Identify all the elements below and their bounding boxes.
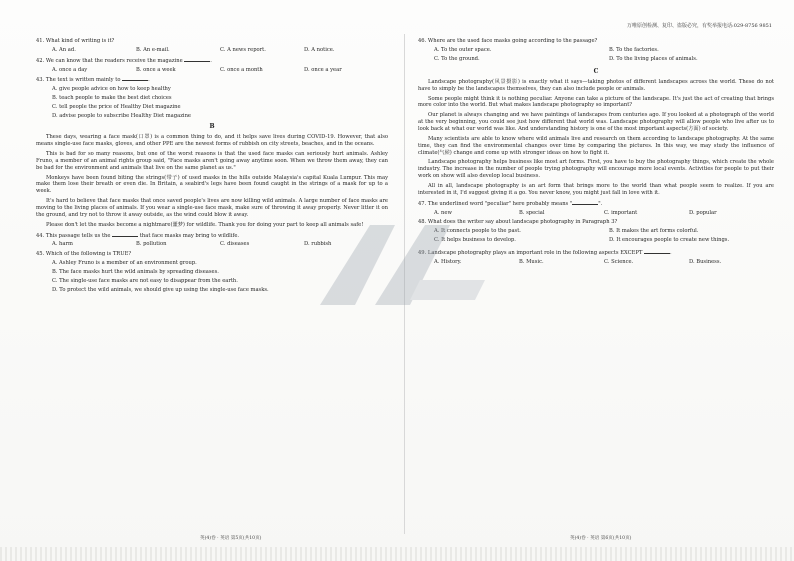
answer-blank (112, 232, 138, 237)
option: C. A news report. (220, 46, 266, 53)
question-43: 43. The text is written mainly to . (36, 77, 150, 84)
answer-blank (572, 200, 598, 205)
option: B. teach people to make the best diet choices (52, 95, 172, 102)
option: C. once a month (220, 66, 263, 73)
option: D. Business. (689, 259, 722, 266)
header-note: 万唯原创检测、复印、盗版必究，有奖举报电话:029-8756 9851 (627, 23, 772, 29)
passage-b-paragraph: Monkeys have been found biting the strings(带子) of used masks in the hills outside Malaysia's capital Kuala Lumpur. This may make them lose their breath or even die. In Britain, a seabird's legs have been found caught in the strings of a mask for up to a week. (36, 174, 388, 195)
question-47: 47. The underlined word "peculiar" here probably means " ". (418, 200, 603, 207)
option: B. It makes the art forms colorful. (609, 228, 699, 235)
footer-left: 英(4)卷 · 英语 第5页(共10页) (200, 536, 262, 541)
watermark-logo-icon (300, 210, 500, 320)
answer-blank (184, 57, 210, 62)
option: B. Music. (519, 259, 544, 266)
passage-b-paragraph: It's hard to believe that face masks that once saved people's lives are now killing wild animals. A large number of face masks are moving to the living places of animals. If you wear a single-use face mask, make sure of throwing it away properly. Never litter it on the ground, and try not to throw it away outside, as the wind could blow it away. (36, 198, 388, 218)
answer-blank (644, 249, 670, 254)
option: A. It connects people to the past. (434, 228, 521, 235)
section-c-heading: C (593, 67, 599, 75)
option: A. To the outer space. (434, 46, 492, 53)
question-45: 45. Which of the following is TRUE? (36, 251, 132, 258)
option: A. harm (52, 241, 73, 248)
option: D. popular (689, 209, 717, 216)
option: D. To the living places of animals. (609, 55, 698, 62)
option: C. tell people the price of Healthy Diet magazine (52, 104, 181, 111)
option: D. once a year (304, 66, 342, 73)
passage-c-paragraph: Many scientists are able to know where wild animals live and research on them according to landscape photography. At the same time, they can find the environmental changes over time by comparing the pictures. In this way, we may study the influence of climate(气候) change and come up with stronger ideas on how to fight it. (418, 135, 774, 156)
question-42-options (52, 67, 388, 74)
section-b-heading: B (209, 123, 215, 131)
option: B. once a week (136, 66, 176, 73)
option: A. new (434, 209, 452, 216)
option: A. An ad. (52, 46, 76, 53)
option: C. diseases (220, 241, 250, 248)
question-41-options (52, 47, 388, 54)
question-49: 49. Landscape photography plays an important role in the following aspects EXCEPT . (418, 250, 672, 257)
option: A. give people advice on how to keep healthy (52, 86, 171, 93)
passage-c-paragraph: Our planet is always changing and we have paintings of landscapes from centuries ago. If you looked at a photograph of the world at the very beginning, you could see just how different that world was. Landscape photography will allow people who live after us to look back at what our world was like. And understanding history is one of the most important aspects(方面) of society. (418, 112, 774, 133)
option: B. The face masks hurt the wild animals by spreading diseases. (52, 269, 219, 276)
passage-c-paragraph: Landscape photography(风景摄影) is exactly what it says—taking photos of different landscapes across the world. These do not have to simply be the landscapes themselves, they can also include people or animals. (418, 78, 774, 92)
passage-c-paragraph: All in all, landscape photography is an art form that brings more to the world than what people seem to realize. If you are interested in it, I'd suggest giving it a go. You never know, you might just fall in love with it. (418, 183, 774, 196)
option: D. To protect the wild animals, we should give up using the single-use face masks. (52, 287, 269, 294)
option: A. Ashley Fruno is a member of an environment group. (52, 260, 197, 267)
option: C. Science. (604, 259, 634, 266)
answer-blank (122, 76, 148, 81)
footer-right: 英(4)卷 · 英语 第6页(共10页) (570, 536, 632, 541)
scan-noise-strip (0, 547, 794, 561)
passage-c-paragraph: Landscape photography helps business like most art forms. First, you have to buy the photography things, which create the whole industry. The increase in the number of people trying photography will encourage more local events. Activities for people to put their work on show will also develop local business. (418, 159, 774, 180)
question-43-options (52, 86, 388, 120)
option: C. important (604, 209, 638, 216)
option: C. The single-use face masks are not easy to disappear from the earth. (52, 278, 238, 285)
option: B. special (519, 209, 545, 216)
question-42: 42. We can know that the readers receive the magazine . (36, 57, 212, 64)
option: D. advise people to subscribe Healthy Diet magazine (52, 113, 191, 120)
passage-c-paragraph: Some people might think it is nothing peculiar. Anyone can take a picture of the landscape. It's just the act of creating that brings more color into the world. But what makes landscape photography so important? (418, 95, 774, 109)
question-48: 48. What does the writer say about landscape photography in Paragraph 3? (418, 219, 618, 226)
question-44: 44. This passage tells us the that face masks may bring to wildlife. (36, 232, 240, 239)
option: D. rubbish (304, 241, 332, 248)
option: D. It encourages people to create new things. (609, 237, 730, 244)
passage-b-paragraph: This is bad for so many reasons, but one of the worst reasons is that the used face masks can seriously hurt animals. Ashley Fruno, a member of an animal rights group said, "Face masks aren't going away anytime soon. When we throw them away, they can be bad for the environment and animals that live on the same planet as us." (36, 150, 388, 171)
option: B. pollution (136, 241, 167, 248)
question-46-options (434, 47, 774, 65)
option: A. once a day (52, 66, 88, 73)
option: D. A notice. (304, 46, 335, 53)
option: A. History. (434, 259, 462, 266)
option: B. An e-mail. (136, 46, 170, 53)
passage-b-paragraph: These days, wearing a face mask(口罩) is a common thing to do, and it helps save lives during COVID-19. However, that also means single-use face masks, gloves, and other PPE are the newest forms of rubbish on city streets, beaches, and in the oceans. (36, 134, 388, 148)
option: C. It helps business to develop. (434, 237, 516, 244)
option: C. To the ground. (434, 55, 480, 62)
question-41: 41. What kind of writing is it? (36, 38, 115, 44)
question-46: 46. Where are the used face masks going according to the passage? (418, 38, 598, 44)
passage-b-paragraph: Please don't let the masks become a nightmare(噩梦) for wildlife. Thank you for doing your part to keep all animals safe! (46, 221, 364, 228)
option: B. To the factories. (609, 46, 659, 53)
